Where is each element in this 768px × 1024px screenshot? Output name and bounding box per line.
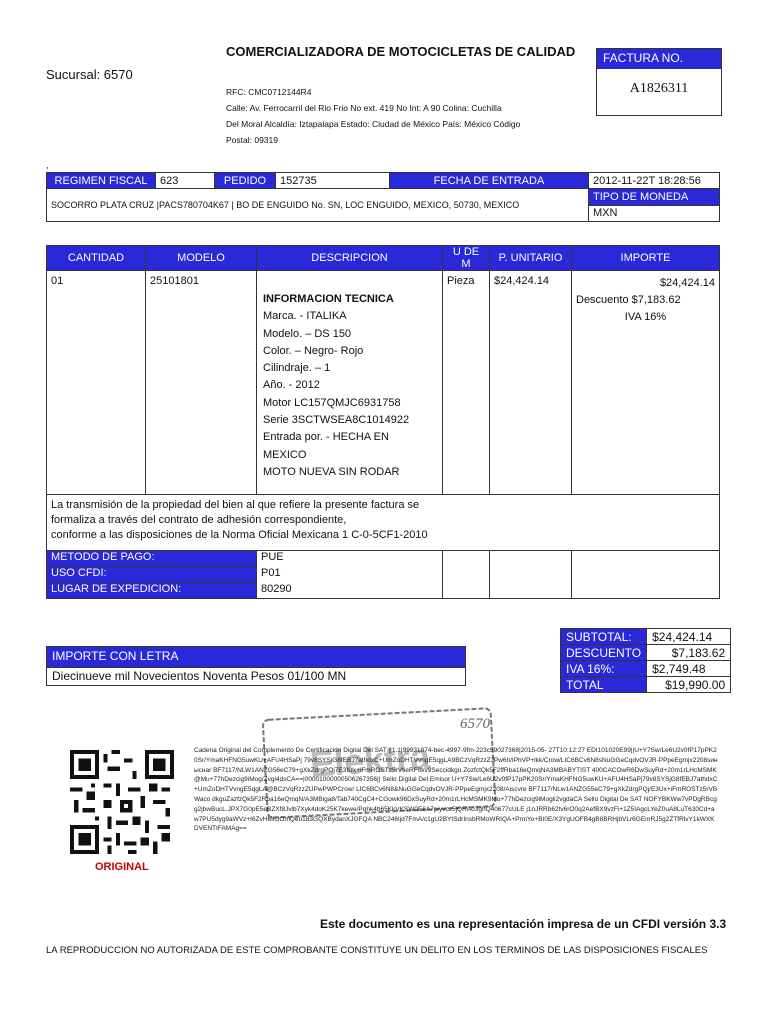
desc-line: Entrada por. - HECHA EN xyxy=(263,431,389,444)
original-label: ORIGINAL xyxy=(95,861,149,873)
items-table xyxy=(46,245,720,599)
uso-cfdi-value: P01 xyxy=(257,567,443,583)
desc-title: INFORMACION TECNICA xyxy=(263,293,394,305)
cfdi-note: Este documento es una representación impresa de un CFDI versión 3.3 xyxy=(320,917,727,931)
rfc: RFC: CMC0712144R4 xyxy=(226,87,312,97)
lugar-label: LUGAR DE EXPEDICION: xyxy=(47,583,257,599)
desc-line: MEXICO xyxy=(263,448,307,461)
regimen-value: 623 xyxy=(156,173,215,189)
row-unitario: $24,424.14 xyxy=(490,271,572,495)
row-descuento: Descuento $7,183.62 xyxy=(576,294,681,306)
totals-table xyxy=(560,628,731,693)
total-label: TOTAL xyxy=(561,677,647,693)
row-modelo: 25101801 xyxy=(146,271,257,495)
fecha-label: FECHA DE ENTRADA xyxy=(390,173,589,189)
subtotal-value: $24,424.14 xyxy=(647,629,731,645)
subtotal-label: SUBTOTAL: xyxy=(561,629,647,645)
desc-line: Modelo. – DS 150 xyxy=(263,327,352,340)
iva-value: $2,749.48 xyxy=(647,661,731,677)
desc-line: Serie 3SCTWSEA8C1014922 xyxy=(263,414,410,427)
lugar-value: 80290 xyxy=(257,583,443,599)
invoice-number-box xyxy=(596,48,722,116)
desc-line: MOTO NUEVA SIN RODAR xyxy=(263,465,400,478)
desc-line: Motor LC157QMJC6931758 xyxy=(263,396,401,409)
row-iva: IVA 16% xyxy=(624,311,667,323)
moneda-label: TIPO DE MONEDA xyxy=(589,189,720,206)
descuento-label: DESCUENTO xyxy=(561,645,647,661)
digital-seal-text: Cadena Original del Complemento De Certificación Digital Del SAT ||1.1|99931874-bec-4997-9fm-223c59027368|2015-05- 27T10:12:27 EDI101020E99||U+Y7Sw/Le6U2v0fP17pPK20Sr/YmaKHFNG5uwKU+AFU4HSaPj 79v8SYSjG8fEBJ7athdxC+UmZoDHTVvngE5qgLA9BCzVqRzzZJPw6h/IPhVP+lkk/Crow/LIC6BCv6N8sNuGGeCqdvOVJR-PPpeEgmjx2208sиныснаr BF7117/NLW1ANZG56eC79+gXkZdrgPOj7E3IUx+iFmROSTz5rVtieRF0kv9Seccidkgu ZozfctQk5F2ffRba16eQmqNA3MBABYTIST 400CACOwR6DwSuyRd+20m1rLHcMSMK@Mu+77hDezcig9iMog/Zvgi4dsCA==|00001000000506267356|| Sello Digital Del Emisor U+Y7Sw/Le6U2v0fP17pPK20Sr/YmaKHFNG5uwKU+AFU4HSaPj79v8SYSjG8fEBJ7athdxC+UmZoDHTVvngE5qgLA@BCzVqRzzZUPwPWPCrow/ LIC6BCv6N8&NuGGeCqdvOVJR-PPpeEgmjx2208/Aiscvre BF7117/NLw1ANZG55eC79+gXkZdrgPQj/E3Ux+iFmROSTz5rVB Waco dkguZazfzQk5F2Rba16eQmqN/A3MBiga8/Tab740CgC4+CGowk96DxSuyRd+20m1rLHcMSMK9Mu+77hDezcig9iMogli2vgdaCA Sello Digital De SAT NOFYBKWw7vPDgRBcgg2jbwBucL.JPX7G0pE5eBZXf8Jvlb7Xyk4doK25K7kewe/Pqhk4b65KkVKSW0E6A7piyvcz5jQRAo3ghQ40677cULE j1nJRRb62tv6rO0q2AefBX9vzFi+1Z5IAgcLYeZ0uA8LuT630Cd+aw7PU5dyg9aWVz+I6ZvHMlOOmQeo183GQXBydanXJGFQA NBC246Ijd7FmA/c1gU2BYtSdrInsbRMoWRIQA+PrmYo+BI0E/X3YgUOFB4gB8BRHjbVLr6GEmRJ5g2ZTfRlvY1kWXKDVENTIFAMAg== xyxy=(194,747,718,833)
amount-in-words xyxy=(46,646,466,686)
client-info: SOCORRO PLATA CRUZ |PACS780704K67 | BO DE ENGUIDO No. SN, LOC ENGUIDO, MEXICO, 50730, MEXICO xyxy=(47,189,589,222)
col-importe: IMPORTE xyxy=(572,246,720,271)
desc-line: Cilindraje. – 1 xyxy=(263,362,331,375)
branch-label: Sucursal: 6570 xyxy=(46,67,133,82)
total-value: $19,990.00 xyxy=(647,677,731,693)
row-importe-cell xyxy=(572,271,720,495)
letra-value: Diecinueve mil Novecientos Noventa Pesos 01/100 MN xyxy=(46,668,466,686)
row-cantidad: 01 xyxy=(47,271,146,495)
address-line-1: Calle: Av. Ferrocarril del Rio Frio No ext. 419 No Int: A 90 Colina: Cuchilla xyxy=(226,103,502,113)
moneda-value: MXN xyxy=(589,205,720,222)
legal-line: formaliza a través del contrato de adhesión correspondiente, xyxy=(51,514,347,526)
col-cantidad: CANTIDAD xyxy=(47,246,146,271)
desc-line: Marca. - ITALIKA xyxy=(263,310,347,323)
fecha-value: 2012-11-22T 18:28:56 xyxy=(589,173,720,189)
pago-value: PUE xyxy=(257,551,443,567)
col-udem: U DE M xyxy=(443,246,490,271)
qr-code-icon xyxy=(70,750,174,854)
letra-label: IMPORTE CON LETRA xyxy=(46,646,466,668)
regimen-label: REGIMEN FISCAL xyxy=(47,173,156,189)
invoice-number: A1826311 xyxy=(629,81,689,96)
legal-line: conforme a las disposiciones de la Norma Oficial Mexicana 1 C-0-5CF1-2010 xyxy=(51,529,428,541)
desc-line: Color. – Negro- Rojo xyxy=(263,344,364,357)
row-udem: Pieza xyxy=(443,271,490,495)
address-line-3: Postal: 09319 xyxy=(226,135,278,145)
col-modelo: MODELO xyxy=(146,246,257,271)
legal-text xyxy=(47,495,720,551)
row-importe: $24,424.14 xyxy=(659,277,715,289)
col-descripcion: DESCRIPCION xyxy=(257,246,443,271)
stamp-number: 6570 xyxy=(460,716,490,732)
pedido-value: 152735 xyxy=(276,173,390,189)
descuento-value: $7,183.62 xyxy=(647,645,731,661)
pago-label: METODO DE PAGO: xyxy=(47,551,257,567)
legal-line: La transmisión de la propiedad del bien al que refiere la presente factura se xyxy=(51,499,420,511)
address-line-2: Del Moral Alcaldía: Iztapalapa Estado: Ciudad de México País: México Código xyxy=(226,119,521,129)
stray-mark: , xyxy=(46,160,49,170)
uso-cfdi-label: USO CFDI: xyxy=(47,567,257,583)
pedido-label: PEDIDO xyxy=(215,173,276,189)
row-descripcion xyxy=(257,271,443,495)
col-unitario: P. UNITARIO xyxy=(490,246,572,271)
iva-label: IVA 16%: xyxy=(561,661,647,677)
issuer-address xyxy=(226,84,566,148)
stamp-brand: Elektra xyxy=(308,735,432,785)
legal-footer: LA REPRODUCCION NO AUTORIZADA DE ESTE COMPROBANTE CONSTITUYE UN DELITO EN LOS TERMINOS DE LAS DISPOSICIONES FISCALES xyxy=(46,945,708,956)
invoice-number-label: FACTURA NO. xyxy=(597,49,721,69)
desc-line: Año. - 2012 xyxy=(263,379,320,392)
company-name: COMERCIALIZADORA DE MOTOCICLETAS DE CALIDAD xyxy=(226,44,576,59)
fiscal-info-table xyxy=(46,172,720,222)
